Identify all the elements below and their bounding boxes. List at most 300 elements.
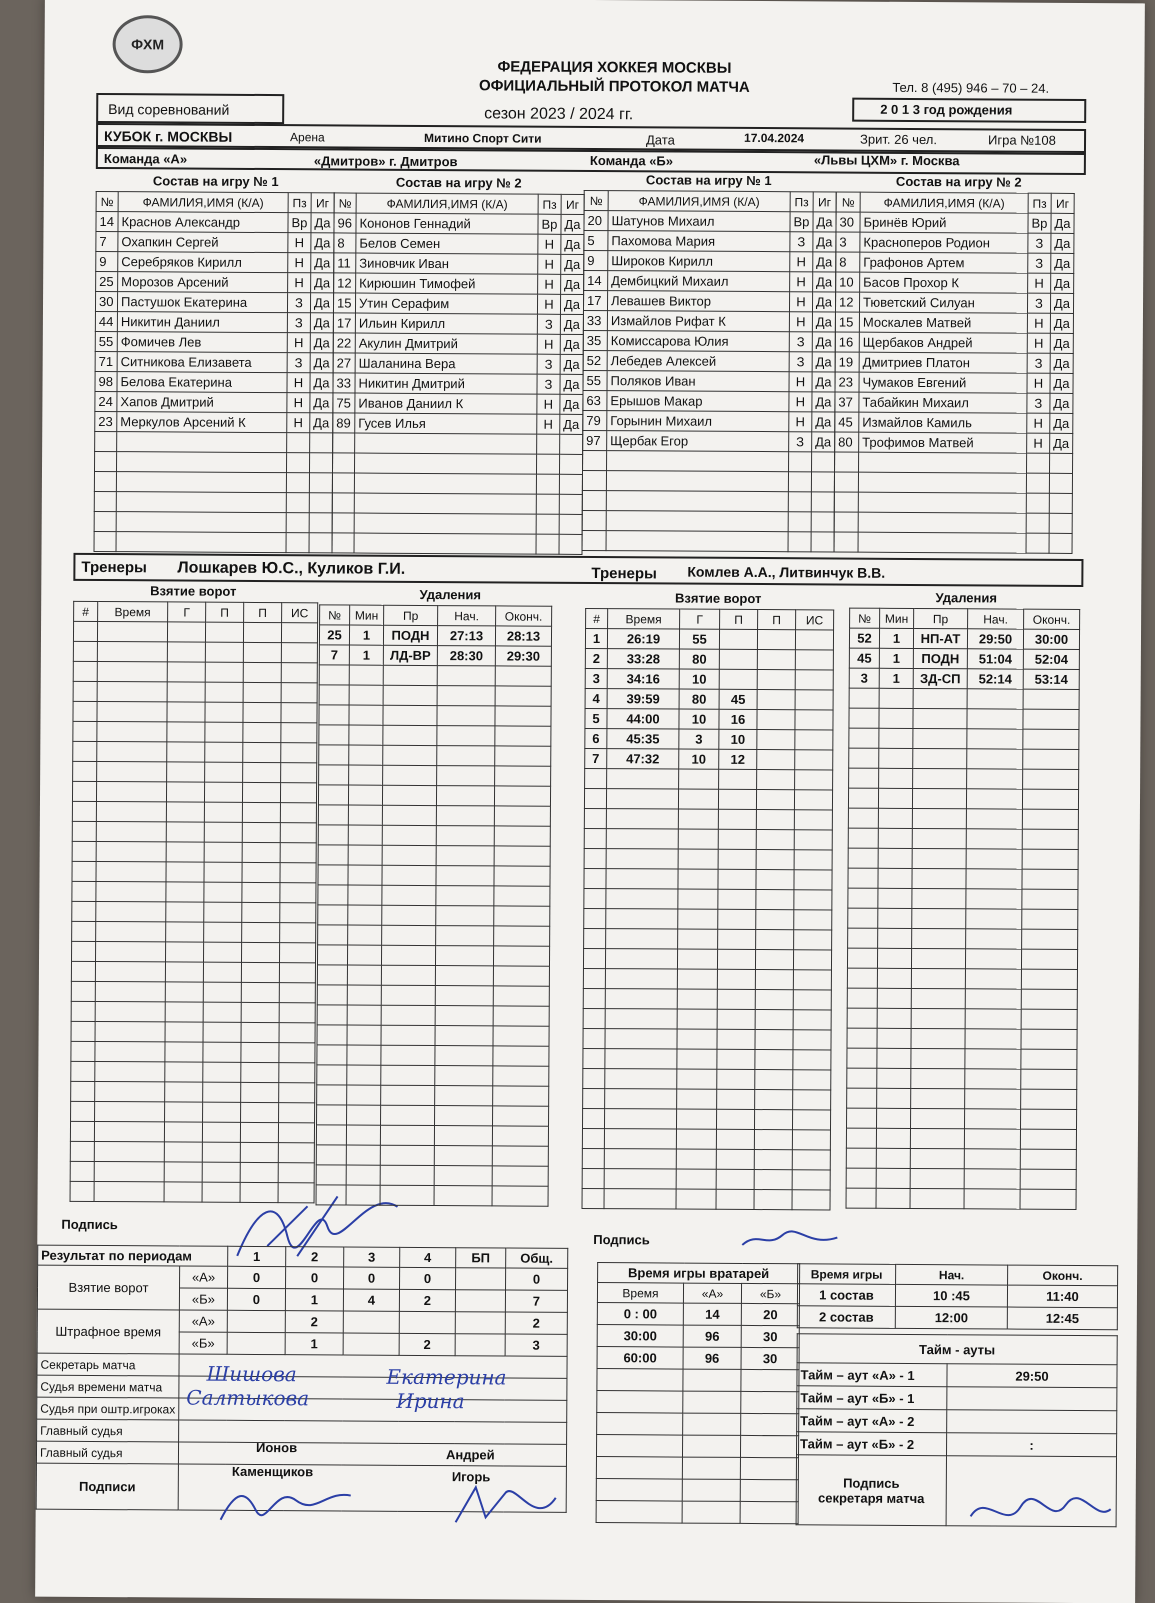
column-header: Пр xyxy=(384,605,438,625)
protocol-title: ОФИЦИАЛЬНЫЙ ПРОТОКОЛ МАТЧА xyxy=(478,77,750,96)
date-label: Дата xyxy=(645,132,675,148)
table-cell xyxy=(495,746,551,766)
table-cell xyxy=(383,685,437,705)
table-cell xyxy=(241,1062,279,1082)
column-header: «Б» xyxy=(741,1283,799,1303)
table-cell xyxy=(383,725,437,745)
table-cell: 7 xyxy=(96,231,118,251)
table-cell xyxy=(964,1149,1020,1169)
table-cell xyxy=(876,1128,910,1148)
table-cell xyxy=(97,681,167,701)
table-cell xyxy=(912,868,966,888)
table-cell xyxy=(792,1130,830,1150)
table-cell xyxy=(910,1128,964,1148)
table-cell: Белов Семен xyxy=(356,233,538,254)
title-row xyxy=(797,1334,1117,1365)
table-cell xyxy=(495,706,551,726)
goalie-time-table xyxy=(596,1262,801,1524)
table-cell xyxy=(317,985,347,1005)
table-cell: Фомичев Лев xyxy=(117,332,287,353)
table-cell: 23 xyxy=(835,372,859,392)
table-cell xyxy=(242,822,280,842)
table-row xyxy=(583,310,835,332)
table-cell xyxy=(682,1479,740,1501)
table-cell xyxy=(381,1065,435,1085)
column-header: Пз xyxy=(538,194,561,214)
table-cell xyxy=(719,649,757,669)
table-cell xyxy=(97,761,167,781)
table-cell xyxy=(116,452,286,473)
table-cell: Н xyxy=(1027,333,1050,353)
table-cell: 12 xyxy=(334,273,356,293)
table-cell xyxy=(717,1069,755,1089)
table-cell: Да xyxy=(812,352,835,372)
table-cell xyxy=(536,474,559,494)
table-row xyxy=(585,728,833,750)
table-cell: Трофимов Матвей xyxy=(859,432,1027,453)
table-cell xyxy=(912,908,966,928)
table-row xyxy=(334,273,584,295)
table-row xyxy=(332,513,582,535)
table-cell xyxy=(278,1163,314,1183)
result-cell: 0 xyxy=(227,1266,285,1288)
table-cell xyxy=(1049,473,1072,493)
table-cell xyxy=(582,490,606,510)
period-header: 1 xyxy=(228,1246,286,1266)
team-b-coaches-label: Тренеры xyxy=(591,565,657,583)
table-cell: 26:19 xyxy=(607,629,679,649)
table-row xyxy=(849,748,1079,769)
table-cell xyxy=(73,641,97,661)
table-row xyxy=(584,808,832,830)
table-row xyxy=(846,1188,1076,1209)
table-cell: Да xyxy=(1051,233,1074,253)
team-label: «А» xyxy=(179,1266,227,1288)
table-cell xyxy=(319,725,349,745)
table-cell: Н xyxy=(789,392,812,412)
table-cell: 29:30 xyxy=(495,646,551,666)
table-cell xyxy=(740,1501,798,1523)
table-row xyxy=(584,888,832,910)
table-cell: Кононов Геннадий xyxy=(356,213,538,234)
table-cell xyxy=(240,1182,278,1202)
table-cell xyxy=(793,1090,831,1110)
table-cell: Кирюшин Тимофей xyxy=(356,273,538,294)
table-cell xyxy=(493,1066,549,1086)
header-row xyxy=(334,193,584,215)
table-cell xyxy=(858,492,1026,513)
table-row xyxy=(332,493,582,515)
result-cell xyxy=(455,1312,505,1334)
table-cell xyxy=(242,902,280,922)
table-cell xyxy=(965,1029,1021,1049)
table-cell xyxy=(280,803,316,823)
table-cell: 44 xyxy=(95,311,117,331)
column-header: П xyxy=(206,602,244,622)
table-cell xyxy=(1049,513,1072,533)
table-cell xyxy=(332,453,354,473)
table-cell xyxy=(858,512,1026,533)
table-cell: 3 xyxy=(679,729,719,749)
official-label: Судья при оштр.игроках xyxy=(37,1397,179,1420)
table-row xyxy=(317,1045,549,1066)
table-cell xyxy=(606,889,678,909)
table-cell xyxy=(380,1125,434,1145)
table-cell xyxy=(381,1005,435,1025)
table-cell: : xyxy=(947,1433,1117,1457)
table-cell: Ситникова Елизавета xyxy=(117,352,287,373)
table-cell xyxy=(912,848,966,868)
table-cell xyxy=(1022,869,1078,889)
table-cell xyxy=(494,906,550,926)
table-row xyxy=(849,648,1079,669)
referee1-name: Андрей xyxy=(445,1447,495,1463)
table-cell xyxy=(966,829,1022,849)
table-row xyxy=(73,681,317,702)
column-header: № xyxy=(320,605,350,625)
table-cell xyxy=(281,723,317,743)
result-cell xyxy=(455,1334,505,1356)
team-label: «Б» xyxy=(179,1288,227,1310)
table-cell xyxy=(678,889,718,909)
table-cell xyxy=(910,1108,964,1128)
sign-label-line1: Подпись xyxy=(843,1475,900,1491)
table-cell: Н xyxy=(789,312,812,332)
table-row xyxy=(849,668,1079,689)
table-row xyxy=(71,1061,315,1082)
table-cell xyxy=(848,788,878,808)
table-cell xyxy=(97,641,167,661)
table-cell: Н xyxy=(287,413,310,433)
table-cell xyxy=(495,686,551,706)
table-cell xyxy=(354,453,536,474)
table-cell xyxy=(965,1049,1021,1069)
table-cell xyxy=(911,948,965,968)
table-cell: 52:14 xyxy=(967,669,1023,689)
table-cell xyxy=(278,1143,314,1163)
table-row xyxy=(70,1141,314,1162)
table-cell xyxy=(280,783,316,803)
table-cell: Измайлов Камиль xyxy=(859,412,1027,433)
table-cell xyxy=(965,969,1021,989)
table-row xyxy=(333,293,583,315)
table-cell xyxy=(96,901,166,921)
table-cell: Да xyxy=(560,354,583,374)
table-cell xyxy=(911,988,965,1008)
table-cell: Да xyxy=(561,254,584,274)
table-cell: 10 xyxy=(679,709,719,729)
table-cell xyxy=(596,1457,682,1480)
table-cell xyxy=(279,1103,315,1123)
table-cell xyxy=(317,965,347,985)
team-b-label: Команда «Б» xyxy=(589,152,674,169)
table-cell xyxy=(97,661,167,681)
table-cell xyxy=(718,929,756,949)
table-cell xyxy=(607,451,789,472)
table-cell: З xyxy=(1027,393,1050,413)
table-cell xyxy=(913,768,967,788)
table-cell xyxy=(493,1046,549,1066)
referee2-surname: Каменщиков xyxy=(231,1463,314,1480)
table-cell: 9 xyxy=(584,250,608,270)
protocol-sheet xyxy=(35,0,1145,1603)
team-a-goals-title: Взятие ворот xyxy=(150,583,237,599)
official-value xyxy=(179,1420,567,1444)
table-cell: Н xyxy=(537,294,560,314)
table-cell xyxy=(718,869,756,889)
table-cell xyxy=(559,514,582,534)
secretary-name: Екатерина xyxy=(386,1364,507,1390)
table-cell xyxy=(436,906,494,926)
birth-year: 2 0 1 3 год рождения xyxy=(880,101,1013,118)
table-cell: Морозов Арсений xyxy=(118,272,288,293)
table-cell: 52 xyxy=(583,350,607,370)
table-cell xyxy=(204,862,242,882)
table-cell xyxy=(757,670,795,690)
result-cell xyxy=(455,1268,505,1290)
table-cell xyxy=(583,1028,605,1048)
table-cell: 10 xyxy=(679,749,719,769)
table-cell xyxy=(606,531,788,552)
table-row xyxy=(582,1108,830,1130)
table-cell xyxy=(318,865,348,885)
table-row xyxy=(582,1168,830,1190)
table-cell: 2 состав xyxy=(797,1306,895,1329)
result-cell: 3 xyxy=(505,1334,567,1356)
table-cell xyxy=(381,985,435,1005)
column-header: Мин xyxy=(880,608,914,628)
table-cell xyxy=(584,928,606,948)
team-label: «Б» xyxy=(179,1332,227,1354)
table-row xyxy=(597,1303,799,1326)
table-cell: 9 xyxy=(96,251,118,271)
period-header: Общ. xyxy=(506,1248,568,1268)
table-cell xyxy=(164,1142,202,1162)
table-row xyxy=(317,1025,549,1046)
table-cell xyxy=(910,1168,964,1188)
table-cell xyxy=(493,1006,549,1026)
table-cell xyxy=(435,1066,493,1086)
table-row xyxy=(333,393,583,415)
table-cell xyxy=(788,532,811,552)
table-cell xyxy=(280,883,316,903)
table-cell: 29:50 xyxy=(967,629,1023,649)
table-cell: Вр xyxy=(790,212,813,232)
table-cell xyxy=(240,1162,278,1182)
table-cell xyxy=(286,493,309,513)
table-cell xyxy=(792,1150,830,1170)
table-cell: Н xyxy=(287,373,310,393)
table-cell: 37 xyxy=(835,392,859,412)
table-cell xyxy=(116,512,286,533)
team-a-goals-table xyxy=(70,601,319,1203)
table-cell: 33 xyxy=(333,373,355,393)
table-cell xyxy=(795,670,833,690)
table-cell: 33:28 xyxy=(607,649,679,669)
table-cell xyxy=(792,1170,830,1190)
column-header: П xyxy=(758,610,796,630)
table-cell xyxy=(795,630,833,650)
table-cell xyxy=(947,1410,1117,1434)
table-cell: Да xyxy=(813,252,836,272)
table-row xyxy=(582,1148,830,1170)
team-a-roster2-table xyxy=(332,192,585,555)
table-cell: 45 xyxy=(835,412,859,432)
table-row xyxy=(72,781,316,802)
table-cell xyxy=(877,1088,911,1108)
table-cell xyxy=(354,473,536,494)
column-header: Оконч. xyxy=(1024,609,1080,629)
table-cell xyxy=(756,790,794,810)
table-cell xyxy=(757,750,795,770)
table-cell xyxy=(678,829,718,849)
table-cell xyxy=(204,922,242,942)
table-row xyxy=(836,212,1074,233)
table-row xyxy=(318,905,550,926)
table-cell: Да xyxy=(310,413,333,433)
table-cell: Да xyxy=(1050,413,1073,433)
table-cell xyxy=(755,970,793,990)
table-cell xyxy=(94,1181,164,1201)
table-cell: 10 xyxy=(679,669,719,689)
table-cell: Левашев Виктор xyxy=(607,291,789,312)
table-row xyxy=(73,621,317,642)
header-row xyxy=(74,601,318,622)
table-cell xyxy=(877,948,911,968)
table-cell xyxy=(204,782,242,802)
table-cell xyxy=(757,650,795,670)
table-row xyxy=(583,1048,831,1070)
table-cell xyxy=(606,511,788,532)
table-cell: Да xyxy=(812,312,835,332)
table-cell xyxy=(166,862,204,882)
table-cell xyxy=(381,1085,435,1105)
table-cell xyxy=(319,705,349,725)
table-cell xyxy=(878,888,912,908)
column-header: Г xyxy=(680,609,720,629)
table-cell xyxy=(718,889,756,909)
header-row xyxy=(798,1264,1118,1286)
result-cell: 1 xyxy=(285,1289,343,1311)
table-row xyxy=(333,353,583,375)
table-cell xyxy=(97,741,167,761)
table-cell xyxy=(754,1110,792,1130)
table-row xyxy=(317,1005,549,1026)
table-cell xyxy=(1020,1149,1076,1169)
table-cell xyxy=(346,1125,380,1145)
table-cell xyxy=(492,1146,548,1166)
table-cell xyxy=(912,888,966,908)
table-cell: 10 :45 xyxy=(895,1284,1007,1307)
table-cell: Щербак Егор xyxy=(607,431,789,452)
table-cell xyxy=(605,1089,677,1109)
table-cell xyxy=(847,1008,877,1028)
table-cell xyxy=(1020,1109,1076,1129)
table-cell xyxy=(1026,473,1049,493)
table-cell xyxy=(1022,809,1078,829)
table-cell xyxy=(317,945,347,965)
table-cell xyxy=(536,494,559,514)
official-label: Главный судья xyxy=(37,1419,179,1442)
table-row xyxy=(318,845,550,866)
table-cell: Ильин Кирилл xyxy=(355,313,537,334)
table-row xyxy=(332,453,582,475)
table-cell xyxy=(876,1148,910,1168)
table-cell xyxy=(847,1068,877,1088)
table-cell xyxy=(71,981,95,1001)
table-cell xyxy=(834,532,858,552)
table-cell xyxy=(243,762,281,782)
table-cell: 1 xyxy=(349,645,383,665)
table-cell xyxy=(72,841,96,861)
table-cell xyxy=(1022,889,1078,909)
table-row xyxy=(797,1363,1117,1388)
table-cell xyxy=(965,1069,1021,1089)
table-cell xyxy=(166,902,204,922)
table-cell: 52:04 xyxy=(1023,649,1079,669)
table-cell: 75 xyxy=(333,393,355,413)
table-cell: 25 xyxy=(319,625,349,645)
table-cell xyxy=(202,1162,240,1182)
table-cell xyxy=(165,962,203,982)
table-cell xyxy=(73,701,97,721)
table-cell xyxy=(754,1130,792,1150)
table-cell xyxy=(493,1026,549,1046)
table-cell xyxy=(205,682,243,702)
table-cell xyxy=(116,472,286,493)
table-row xyxy=(95,331,333,352)
table-row xyxy=(333,413,583,435)
table-cell: Басов Прохор К xyxy=(860,272,1028,293)
table-cell xyxy=(582,1108,604,1128)
period-header: 3 xyxy=(344,1247,400,1267)
table-cell xyxy=(849,688,879,708)
table-cell xyxy=(380,1165,434,1185)
table-cell xyxy=(349,745,383,765)
table-cell: 55 xyxy=(95,331,117,351)
table-cell: З xyxy=(287,293,310,313)
table-cell: 34:16 xyxy=(607,669,679,689)
table-cell: Ерышов Макар xyxy=(607,391,789,412)
table-cell xyxy=(964,1169,1020,1189)
table-cell xyxy=(584,848,606,868)
team-b-penalties-title: Удаления xyxy=(935,590,998,606)
table-cell xyxy=(281,683,317,703)
table-cell: Охапкин Сергей xyxy=(118,232,288,253)
table-cell: Н xyxy=(537,394,560,414)
table-cell xyxy=(348,845,382,865)
table-cell xyxy=(740,1479,798,1501)
table-cell xyxy=(811,492,834,512)
table-cell xyxy=(741,1413,799,1435)
table-cell xyxy=(73,721,97,741)
table-cell xyxy=(94,531,116,551)
table-cell: Да xyxy=(310,273,333,293)
column-header: ФАМИЛИЯ,ИМЯ (К/А) xyxy=(118,192,288,213)
table-cell xyxy=(494,926,550,946)
table-cell: 23 xyxy=(95,411,117,431)
table-row xyxy=(334,233,584,255)
table-cell xyxy=(280,843,316,863)
table-cell: 71 xyxy=(95,351,117,371)
table-cell xyxy=(492,1166,548,1186)
table-cell xyxy=(204,902,242,922)
table-cell xyxy=(597,1391,683,1414)
table-cell xyxy=(72,801,96,821)
table-row xyxy=(846,1128,1076,1149)
table-cell xyxy=(347,965,381,985)
table-cell xyxy=(242,862,280,882)
